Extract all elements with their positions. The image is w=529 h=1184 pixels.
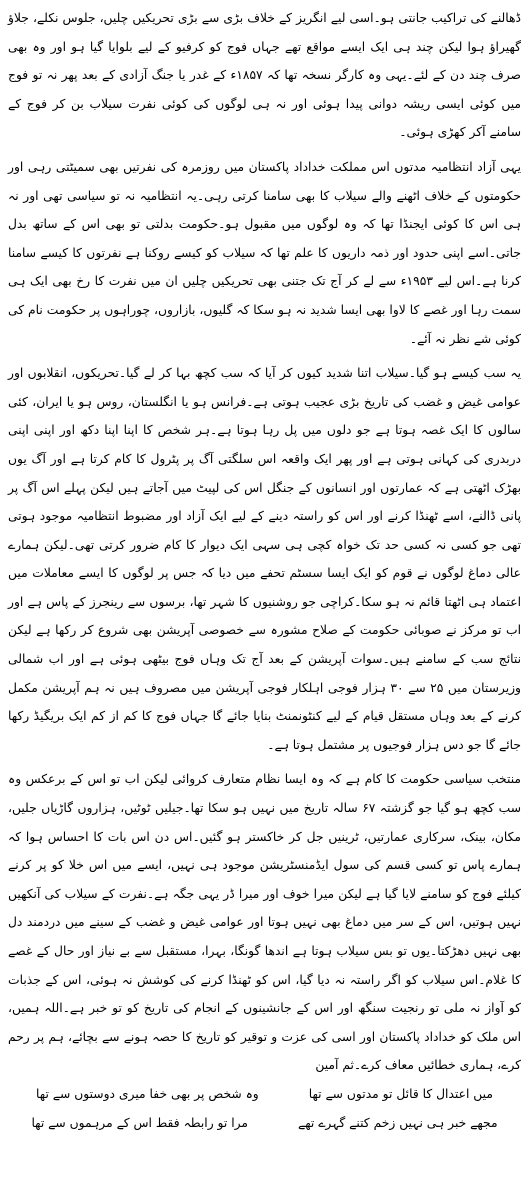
poem-line: میں اعتدال کا قائل تو مدتوں سے تھا [308, 1086, 493, 1101]
closing-poem [8, 1080, 521, 1137]
article-paragraph: منتخب سیاسی حکومت کا کام ہے کہ وہ ایسا نظام متعارف کروائی لیکن اب تو اس کے برعکس وہ سب کچھ ہو گیا جو گزشتہ ۶۷ سالہ تاریخ میں نہیں ہو سکا تھا۔جیلیں ٹوٹیں، ہزاروں گاڑیاں جلیں، مکان، بینک، سرکاری عمارتیں، ٹرینیں جل کر خاکستر ہو گئیں۔اس دن اس بات کا احساس ہوا کہ ہمارے پاس تو کسی قسم کی سول ایڈمنسٹریشن موجود ہی نہیں، ایسے میں اس خلا کو پر کرنے کیلئے فوج کو سامنے لایا گیا ہے لیکن میرا خوف اور میرا ڈر یہی جگہ ہے۔نفرت کے سیلاب کی آنکھیں نہیں ہوتیں، اس کے سر میں دماغ بھی نہیں ہوتا اور عوامی غیض و غضب کے سینے میں دردمند دل بھی نہیں دھڑکتا۔یوں تو بس سیلاب ہوتا ہے اندھا گونگا، بہرا، مستقبل سے بے نیاز اور حال کے غصے کا غلام۔اس سیلاب کو اگر راستہ نہ دیا گیا، اس کو ٹھنڈا کرنے کی کوشش نہ ہوئی، اس کے جذبات کو آواز نہ ملی تو رنجیت سنگھ اور اس کے جانشینوں کے انجام کی تاریخ کو تو خبر ہے۔اللہ ہمیں، اس ملک کو خداداد پاکستان اور اسی کی عزت و توقیر کو تاریخ کا حصہ ہونے سے بچائے، ہم پر رحم کرے، ہماری خطائیں معاف کرے۔ثم آمین [8, 772, 521, 1073]
poem-couplet [8, 1080, 521, 1109]
article-paragraph: یہی آزاد انتظامیہ مدتوں اس مملکت خداداد پاکستان میں روزمرہ کی نفرتیں بھی سمیٹتی رہی اور حکومتوں کے خلاف اٹھنے والے سیلاب کا بھی سامنا کرتی رہی۔یہ انتظامیہ نہ تو سیاسی تھی اور نہ ہی اس کا کوئی ایجنڈا تھا کہ وہ لوگوں میں مقبول ہو۔حکومت بدلتی تو بھی اس کے ساتھ بدل جاتی۔اسے اپنی حدود اور ذمہ داریوں کا علم تھا کہ سیلاب کو کیسے روکنا ہے نفرتوں کا کیسے سامنا کرنا ہے۔اس لیے ۱۹۵۳ء سے لے کر آج تک جتنی بھی تحریکیں چلیں ان میں نفرت کا رخ بھی ایک ہی سمت رہا اور غصے کا لاوا بھی ایسا شدید نہ ہو سکا کہ گلیوں، بازاروں، چوراہوں پر حکومت نام کی کوئی شے نظر نہ آئے۔ [8, 159, 521, 346]
poem-couplet [8, 1109, 521, 1138]
poem-line: مرا تو رابطہ فقط اس کے مرہموں سے تھا [31, 1115, 249, 1130]
article-paragraph: یہ سب کیسے ہو گیا۔سیلاب اتنا شدید کیوں کر آیا کہ سب کچھ بہا کر لے گیا۔تحریکوں، انقلابوں اور عوامی غیض و غضب کی تاریخ بڑی عجیب ہوتی ہے۔فرانس ہو یا انگلستان، روس ہو یا ایران، کئی سالوں کا ایک غصہ ہوتا ہے جو دلوں میں پل رہا ہوتا ہے۔ہر شخص کا اپنا اپنا دکھ اور اپنی اپنی دربدری کی کہانی ہوتی ہے اور پھر ایک واقعہ اس سلگتی آگ پر پٹرول کا کام کرتا ہے اور آگ یوں بھڑک اٹھتی ہے کہ عمارتوں اور انسانوں کے جنگل اس کی لپیٹ میں آجاتے ہیں لیکن پہلے اس آگ پر پانی ڈالنے، اسے ٹھنڈا کرنے اور اس کو راستہ دینے کے لیے ایک آزاد اور مضبوط انتظامیہ موجود ہوتی تھی جو کسی نہ کسی حد تک خواہ کچی ہی سہی ایک دیوار کا کام ضرور کرتی تھی۔لیکن ہمارے عالی دماغ لوگوں نے قوم کو ایک ایسا سسٹم تحفے میں دیا کہ جس پر لوگوں کا ایسے معاملات میں اعتماد ہی اٹھتا قائم نہ ہو سکا۔کراچی جو روشنیوں کا شہر تھا، برسوں سے رینجرز کے پاس ہے اور اب تو مرکز نے صوبائی حکومت کے صلاح مشورہ سے خصوصی آپریشن بھی شروع کر رکھا ہے لیکن نتائج سب کے سامنے ہیں۔سوات آپریشن کے بعد آج تک وہاں فوج بیٹھی ہوئی ہے اور اب شمالی وزیرستان میں ۲۵ سے ۳۰ ہزار فوجی اہلکار فوجی آپریشن میں مصروف ہیں نہ ہم آپریشن مکمل کرنے کے بعد وہاں مستقل قیام کے لیے کنٹونمنٹ بنایا جائے گا جہاں فوج کا کم از کم ایک بریگیڈ رکھا جائے گا جو دس ہزار فوجیوں پر مشتمل ہوتا ہے۔ [8, 366, 521, 752]
article-paragraph: ڈھالنے کی تراکیب جانتی ہو۔اسی لیے انگریز کے خلاف بڑی سے بڑی تحریکیں چلیں، جلوس نکلے، جلاؤ گھیراؤ ہوا لیکن چند ہی ایک ایسے مواقع تھے جہاں فوج کو کرفیو کے لیے بلوایا گیا ہو اور وہ بھی صرف چند دن کے لئے۔یہی وہ کارگر نسخہ تھا کہ ۱۸۵۷ء کے غدر یا جنگ آزادی کے بعد پھر نہ تو فوج میں کوئی ایسی ریشہ دوانی پیدا ہوئی اور نہ ہی لوگوں کی کوئی نفرت سیلاب بن کر فوج کے سامنے آکر کھڑی ہوئی۔ [8, 11, 521, 140]
poem-line: مجھے خبر ہی نہیں زخم کتنے گہرے تھے [298, 1115, 498, 1130]
poem-line: وہ شخص پر بھی خفا میری دوستوں سے تھا [36, 1086, 259, 1101]
